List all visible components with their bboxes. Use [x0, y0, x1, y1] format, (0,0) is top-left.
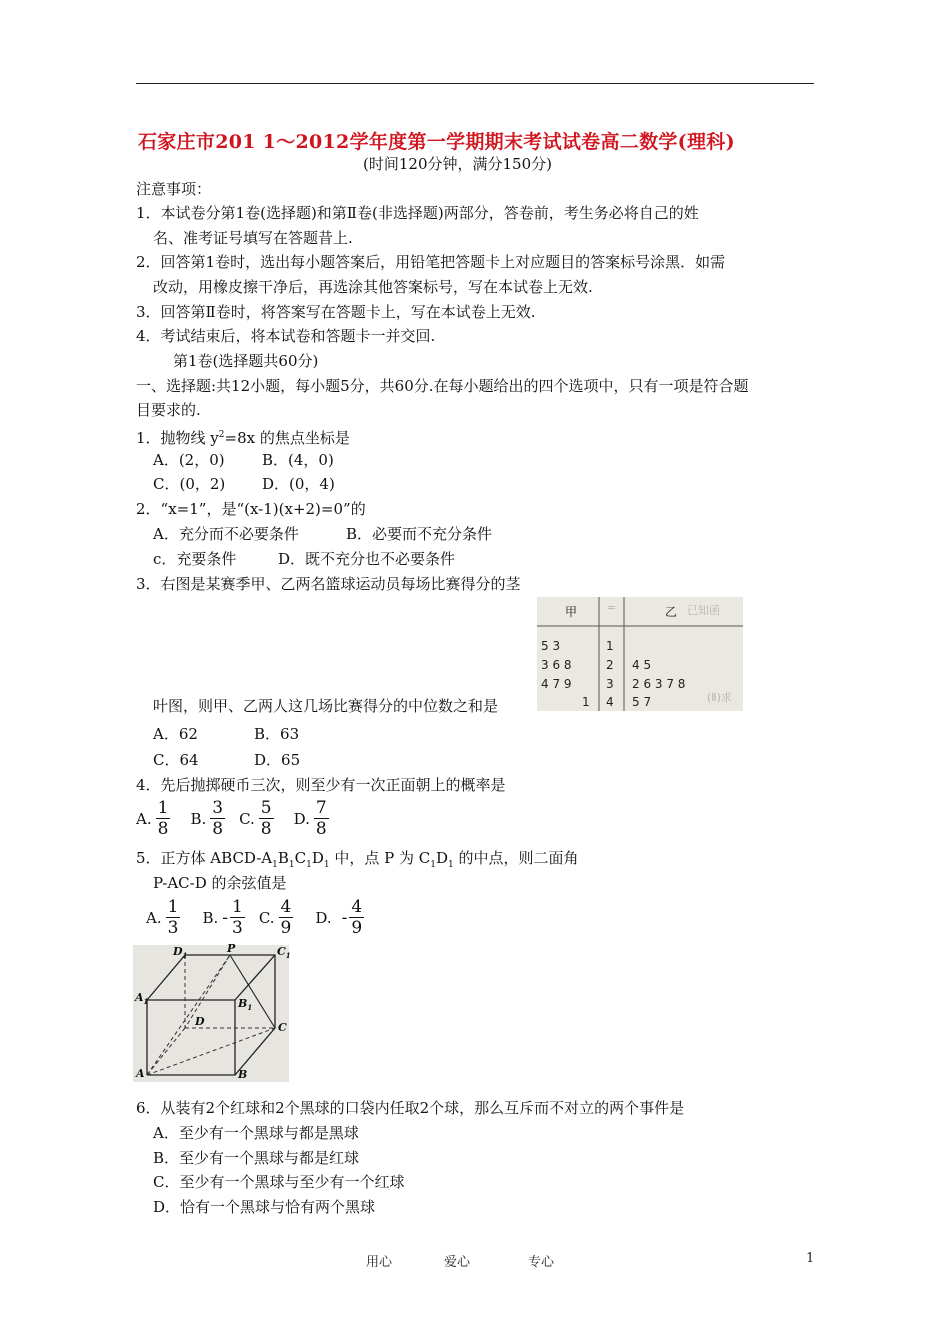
q4-option-d: $\frac{7}{8}$: [315, 798, 327, 839]
part1-heading: 第1卷(选择题共60分): [173, 352, 319, 370]
header-rule: [136, 83, 814, 84]
stem-value-2: 2: [606, 658, 614, 672]
q5-option-a: $\frac{1}{3}$: [167, 897, 179, 938]
notice-item-2-cont: 改动，用橡皮擦干净后，再选涂其他答案标号，写在本试卷上无效.: [153, 278, 593, 296]
q1-option-b: B．(4，0): [262, 451, 334, 469]
stem-value-4: 4: [606, 695, 614, 709]
q4-label-b: B.: [190, 810, 207, 828]
q3-stem-cont: 叶图，则甲、乙两人这几场比赛得分的中位数之和是: [153, 697, 499, 715]
cube-label-a1: $A_1$: [135, 991, 149, 1007]
leaf-left-row-1: 5 3: [541, 639, 561, 653]
q5-option-b: $\frac{1}{3}$: [231, 897, 243, 938]
page-subtitle: (时间120分钟，满分150分): [363, 155, 552, 173]
q2-option-a: A．充分而不必要条件: [153, 525, 299, 543]
stem-header-left: 甲: [565, 605, 578, 619]
notice-item-4: 4．考试结束后，将本试卷和答题卡一并交回.: [136, 327, 436, 345]
q6-option-a: A．至少有一个黑球与都是黑球: [153, 1124, 359, 1142]
q4-label-c: C.: [239, 810, 255, 828]
cube-label-a: A: [136, 1067, 145, 1080]
page-title: 石家庄市201 1～2012学年度第一学期期末考试试卷高二数学(理科): [138, 131, 735, 153]
cube-label-d: D: [195, 1015, 205, 1028]
cube-label-b: B: [238, 1068, 248, 1081]
leaf-left-row-4: 1: [582, 695, 590, 709]
q4-option-a: $\frac{1}{8}$: [157, 798, 169, 839]
q5-neg-b: -: [222, 908, 228, 928]
q5-label-a: A.: [146, 909, 162, 927]
footer-item-1: 用心: [366, 1255, 393, 1270]
q2-stem: 2．“x=1”，是“(x-1)(x+2)=0”的: [136, 500, 366, 518]
stem-leaf-plot: 已知函 = (Ⅱ)求 甲 乙 5 3 3 6 8 4 7 9 1 1 2 3 4 4 5 2 6 3 7 8 5 7: [537, 597, 743, 711]
notice-heading: 注意事项：: [136, 180, 212, 198]
stem-header-right: 乙: [665, 605, 678, 619]
q4-option-b: $\frac{3}{8}$: [212, 798, 224, 839]
q4-label-d: D.: [293, 810, 310, 828]
cube-label-c1: $C_1$: [277, 945, 291, 961]
leaf-right-row-4: 5 7: [632, 695, 652, 709]
q3-option-d: D．65: [254, 751, 301, 769]
q4-stem: 4．先后抛掷硬币三次，则至少有一次正面朝上的概率是: [136, 776, 506, 794]
q3-option-a: A．62: [153, 725, 198, 743]
q5-neg-d: -: [341, 908, 348, 928]
q1-option-d: D．(0，4): [262, 475, 335, 493]
page-number: 1: [806, 1251, 815, 1266]
q4-option-c: $\frac{5}{8}$: [260, 798, 272, 839]
q1-stem: 1．抛物线 $y^2=8x$ 的焦点坐标是: [136, 429, 350, 447]
q2-option-d: D．既不充分也不必要条件: [278, 550, 456, 568]
q5-stem-cont: P-AC-D 的余弦值是: [153, 874, 287, 892]
q6-option-b: B．至少有一个黑球与都是红球: [153, 1149, 360, 1167]
q5-label-c: C.: [258, 909, 275, 927]
stem-value-1: 1: [606, 639, 614, 653]
q2-option-c: c．充要条件: [153, 550, 237, 568]
q5-options: [146, 899, 364, 937]
leaf-left-row-2: 3 6 8: [541, 658, 572, 672]
q5-label-b: B.: [202, 909, 219, 927]
cube-label-d1: $D_1$: [173, 945, 188, 961]
q2-option-b: B．必要而不充分条件: [346, 525, 493, 543]
q5-label-d: D.: [315, 909, 332, 927]
cube-figure: [133, 942, 291, 1082]
q1-option-c: C．(0，2): [153, 475, 226, 493]
q4-label-a: A.: [136, 810, 152, 828]
notice-item-1: 1．本试卷分第1卷(选择题)和第Ⅱ卷(非选择题)两部分，答卷前，考生务必将自己的姓: [136, 204, 699, 222]
part1-instructions-cont: 目要求的.: [136, 401, 201, 419]
q3-option-b: B．63: [254, 725, 300, 743]
cube-label-c: C: [278, 1021, 287, 1034]
footer-item-3: 专心: [528, 1255, 555, 1270]
q6-stem: 6．从装有2个红球和2个黑球的口袋内任取2个球，那么互斥而不对立的两个事件是: [136, 1099, 685, 1117]
q3-stem: 3．右图是某赛季甲、乙两名篮球运动员每场比赛得分的茎: [136, 575, 521, 593]
leaf-left-row-3: 4 7 9: [541, 677, 572, 691]
leaf-right-row-3: 2 6 3 7 8: [632, 677, 686, 691]
cube-label-p: P: [227, 942, 236, 955]
q5-option-d: $\frac{4}{9}$: [351, 897, 363, 938]
part1-instructions: 一、选择题:共12小题，每小题5分，共60分.在每小题给出的四个选项中，只有一项是符合题: [136, 377, 749, 395]
q4-options: [136, 800, 329, 838]
stem-value-3: 3: [606, 677, 614, 691]
footer-item-2: 爱心: [444, 1255, 471, 1270]
leaf-right-row-2: 4 5: [632, 658, 652, 672]
q6-option-c: C．至少有一个黑球与至少有一个红球: [153, 1173, 405, 1191]
cube-label-b1: $B_1$: [238, 997, 253, 1013]
q5-option-c: $\frac{4}{9}$: [280, 897, 292, 938]
notice-item-2: 2．回答第1卷时，选出每小题答案后，用铅笔把答题卡上对应题目的答案标号涂黑．如需: [136, 253, 726, 271]
q5-stem: 5．正方体 ABCD-$A_1B_1C_1D_1$ 中，点 P 为 $C_1D_1$ 的中点，则二面角: [136, 849, 579, 870]
q6-option-d: D．恰有一个黑球与恰有两个黑球: [153, 1198, 376, 1216]
cube-drawing: [133, 945, 289, 1082]
notice-item-1-cont: 名、准考证号填写在答题昔上.: [153, 229, 353, 247]
q3-option-c: C．64: [153, 751, 199, 769]
notice-item-3: 3．回答第Ⅱ卷时，将答案写在答题卡上，写在本试卷上无效.: [136, 303, 536, 321]
q1-option-a: A．(2，0): [153, 451, 225, 469]
